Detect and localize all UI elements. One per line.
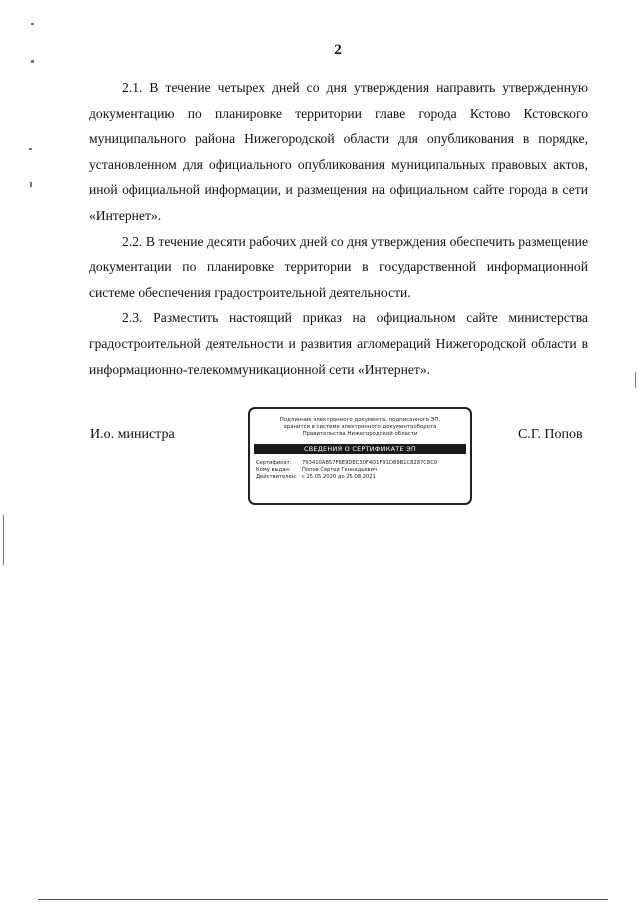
owner-value: Попов Сергей Геннадьевич [302, 467, 378, 473]
paragraph-2-1: 2.1. В течение четырех дней со дня утверждения направить утвержденную документацию по планировке территории главе города Кстово Кстовского муниципального района Нижегородской области для опубликования в порядке, установленном для официального опубликования муниципальных правовых актов, иной официальной информации, и размещения на официальном сайте города в сети «Интернет». [89, 80, 588, 223]
scan-artifact [29, 148, 32, 150]
stamp-certificate-bar: СВЕДЕНИЯ О СЕРТИФИКАТЕ ЭП [254, 444, 466, 454]
certificate-value: 793410AB57F6E9DEC30F4D1F91D89B1C8287C8C0 [302, 460, 438, 466]
owner-label: Кому выдан: [256, 467, 291, 473]
scan-artifact [635, 372, 636, 388]
stamp-header-line: Подлинник электронного документа, подписанного ЭП, [279, 417, 441, 423]
page-number: 2 [334, 42, 342, 58]
stamp-row-owner [256, 467, 470, 474]
validity-value: с 25.05.2020 до 25.08.2021 [302, 474, 376, 480]
stamp-details [256, 460, 470, 481]
certificate-label: Сертификат: [256, 460, 292, 466]
stamp-header [250, 417, 470, 438]
paragraph-2-2: 2.2. В течение десяти рабочих дней со дня утверждения обеспечить размещение документации по планировке территории в государственной информационной системе обеспечения градостроительной деятельности. [89, 233, 588, 300]
signer-name: С.Г. Попов [518, 427, 583, 442]
stamp-row-certificate [256, 460, 470, 467]
stamp-header-line: Правительства Нижегородской области [302, 431, 418, 437]
validity-label: Действителен: [256, 474, 297, 480]
stamp-header-line: хранится в системе электронного документооборота [283, 424, 437, 430]
paragraph-2-3: 2.3. Разместить настоящий приказ на официальном сайте министерства градостроительной деятельности и развития агломераций Нижегородской области в информационно-телекоммуникационной сети «Интернет». [89, 310, 588, 377]
document-body [89, 75, 588, 382]
scan-artifact [3, 515, 4, 565]
scan-artifact [31, 60, 34, 63]
stamp-row-validity [256, 474, 470, 481]
scan-artifact [31, 23, 34, 25]
scan-artifact [30, 182, 32, 187]
page-bottom-edge [38, 899, 608, 900]
electronic-signature-stamp [248, 407, 472, 505]
signer-title: И.о. министра [90, 427, 175, 442]
